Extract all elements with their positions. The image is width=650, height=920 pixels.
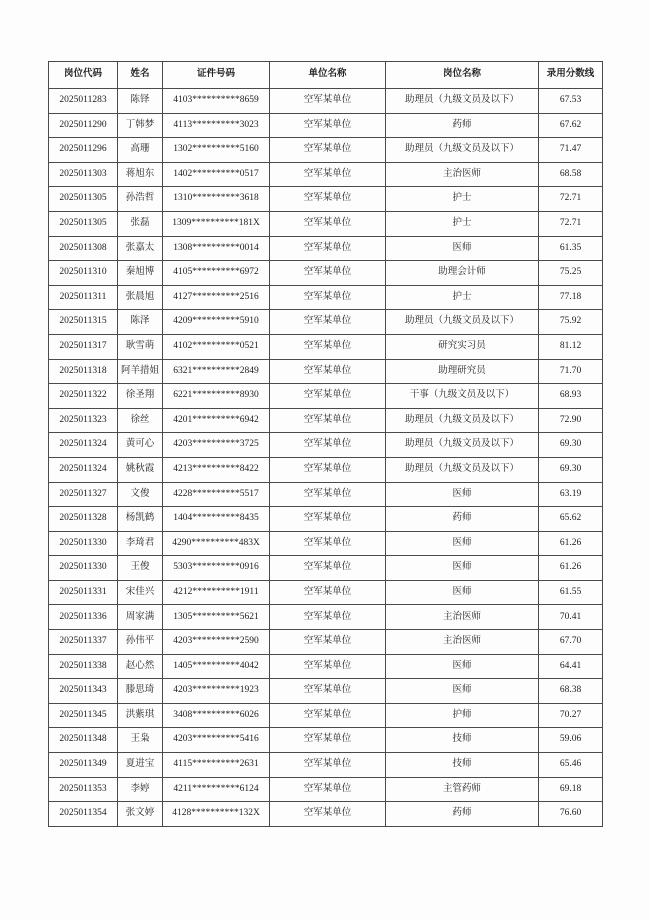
cell-score: 72.90 — [539, 408, 603, 433]
table-body — [49, 89, 603, 827]
cell-id-number: 1405**********4042 — [163, 654, 270, 679]
cell-code: 2025011348 — [49, 728, 118, 753]
cell-id-number: 4201**********6942 — [163, 408, 270, 433]
cell-unit: 空军某单位 — [270, 261, 386, 286]
cell-id-number: 6221**********8930 — [163, 384, 270, 409]
cell-name: 姚秋霞 — [118, 457, 163, 482]
cell-unit: 空军某单位 — [270, 408, 386, 433]
cell-code: 2025011305 — [49, 187, 118, 212]
cell-id-number: 1305**********5621 — [163, 605, 270, 630]
cell-position: 医师 — [386, 482, 539, 507]
cell-id-number: 4203**********1923 — [163, 679, 270, 704]
cell-code: 2025011296 — [49, 138, 118, 163]
table-row — [49, 605, 603, 630]
cell-code: 2025011318 — [49, 359, 118, 384]
cell-score: 69.30 — [539, 457, 603, 482]
cell-name: 洪紫琪 — [118, 703, 163, 728]
cell-id-number: 1308**********0014 — [163, 236, 270, 261]
cell-id-number: 4212**********1911 — [163, 580, 270, 605]
cell-name: 杨凯鹤 — [118, 507, 163, 532]
cell-position: 医师 — [386, 679, 539, 704]
table-row — [49, 654, 603, 679]
cell-name: 赵心然 — [118, 654, 163, 679]
cell-unit: 空军某单位 — [270, 580, 386, 605]
table-row — [49, 113, 603, 138]
header-cell-unit: 单位名称 — [270, 62, 386, 89]
cell-name: 徐圣翔 — [118, 384, 163, 409]
cell-name: 徐丝 — [118, 408, 163, 433]
cell-score: 75.92 — [539, 310, 603, 335]
cell-score: 71.47 — [539, 138, 603, 163]
table-row — [49, 211, 603, 236]
cell-id-number: 4128**********132X — [163, 802, 270, 827]
cell-code: 2025011324 — [49, 457, 118, 482]
cell-unit: 空军某单位 — [270, 753, 386, 778]
cell-unit: 空军某单位 — [270, 507, 386, 532]
cell-unit: 空军某单位 — [270, 285, 386, 310]
cell-score: 65.62 — [539, 507, 603, 532]
cell-name: 孙浩哲 — [118, 187, 163, 212]
cell-score: 67.70 — [539, 630, 603, 655]
cell-name: 丁韩梦 — [118, 113, 163, 138]
cell-score: 61.35 — [539, 236, 603, 261]
cell-name: 孙伟平 — [118, 630, 163, 655]
cell-code: 2025011310 — [49, 261, 118, 286]
cell-id-number: 4127**********2516 — [163, 285, 270, 310]
cell-name: 张晨旭 — [118, 285, 163, 310]
cell-score: 76.60 — [539, 802, 603, 827]
cell-score: 68.58 — [539, 162, 603, 187]
cell-unit: 空军某单位 — [270, 211, 386, 236]
cell-unit: 空军某单位 — [270, 162, 386, 187]
cell-unit: 空军某单位 — [270, 654, 386, 679]
cell-code: 2025011305 — [49, 211, 118, 236]
cell-code: 2025011303 — [49, 162, 118, 187]
cell-position: 技师 — [386, 753, 539, 778]
cell-position: 助理会计师 — [386, 261, 539, 286]
table-row — [49, 162, 603, 187]
table-row — [49, 482, 603, 507]
cell-score: 70.27 — [539, 703, 603, 728]
cell-position: 干事（九级文员及以下） — [386, 384, 539, 409]
cell-code: 2025011311 — [49, 285, 118, 310]
cell-score: 67.53 — [539, 89, 603, 114]
cell-position: 医师 — [386, 556, 539, 581]
cell-code: 2025011323 — [49, 408, 118, 433]
cell-name: 张磊 — [118, 211, 163, 236]
cell-unit: 空军某单位 — [270, 359, 386, 384]
table-row — [49, 580, 603, 605]
cell-score: 69.18 — [539, 777, 603, 802]
cell-code: 2025011353 — [49, 777, 118, 802]
cell-score: 59.06 — [539, 728, 603, 753]
cell-position: 护师 — [386, 703, 539, 728]
cell-code: 2025011349 — [49, 753, 118, 778]
cell-position: 助理员（九级文员及以下） — [386, 89, 539, 114]
cell-name: 王枭 — [118, 728, 163, 753]
cell-code: 2025011354 — [49, 802, 118, 827]
cell-code: 2025011290 — [49, 113, 118, 138]
cell-position: 研究实习员 — [386, 334, 539, 359]
cell-position: 护士 — [386, 187, 539, 212]
cell-name: 文俊 — [118, 482, 163, 507]
cell-unit: 空军某单位 — [270, 89, 386, 114]
cell-code: 2025011345 — [49, 703, 118, 728]
cell-name: 李婷 — [118, 777, 163, 802]
cell-code: 2025011322 — [49, 384, 118, 409]
cell-id-number: 4209**********5910 — [163, 310, 270, 335]
cell-score: 81.12 — [539, 334, 603, 359]
cell-id-number: 4290**********483X — [163, 531, 270, 556]
cell-unit: 空军某单位 — [270, 187, 386, 212]
cell-unit: 空军某单位 — [270, 334, 386, 359]
cell-id-number: 5303**********0916 — [163, 556, 270, 581]
cell-name: 陈铎 — [118, 89, 163, 114]
cell-name: 王俊 — [118, 556, 163, 581]
cell-id-number: 4203**********5416 — [163, 728, 270, 753]
header-cell-score: 录用分数线 — [539, 62, 603, 89]
cell-name: 滕思琦 — [118, 679, 163, 704]
cell-score: 63.19 — [539, 482, 603, 507]
cell-id-number: 1402**********0517 — [163, 162, 270, 187]
table-row — [49, 556, 603, 581]
cell-code: 2025011343 — [49, 679, 118, 704]
cell-unit: 空军某单位 — [270, 728, 386, 753]
cell-code: 2025011315 — [49, 310, 118, 335]
cell-position: 主治医师 — [386, 162, 539, 187]
table-row — [49, 802, 603, 827]
table-row — [49, 728, 603, 753]
cell-code: 2025011328 — [49, 507, 118, 532]
header-row — [49, 62, 603, 89]
cell-position: 主治医师 — [386, 605, 539, 630]
cell-unit: 空军某单位 — [270, 703, 386, 728]
cell-unit: 空军某单位 — [270, 531, 386, 556]
cell-code: 2025011324 — [49, 433, 118, 458]
cell-name: 秦旭博 — [118, 261, 163, 286]
cell-score: 77.18 — [539, 285, 603, 310]
cell-score: 71.70 — [539, 359, 603, 384]
table-row — [49, 630, 603, 655]
cell-position: 助理员（九级文员及以下） — [386, 138, 539, 163]
cell-position: 技师 — [386, 728, 539, 753]
cell-code: 2025011327 — [49, 482, 118, 507]
cell-name: 夏进宝 — [118, 753, 163, 778]
cell-score: 69.30 — [539, 433, 603, 458]
cell-position: 助理研究员 — [386, 359, 539, 384]
table-row — [49, 236, 603, 261]
cell-unit: 空军某单位 — [270, 310, 386, 335]
cell-id-number: 4203**********3725 — [163, 433, 270, 458]
cell-unit: 空军某单位 — [270, 482, 386, 507]
table-row — [49, 359, 603, 384]
cell-id-number: 6321**********2849 — [163, 359, 270, 384]
cell-unit: 空军某单位 — [270, 679, 386, 704]
cell-unit: 空军某单位 — [270, 556, 386, 581]
cell-unit: 空军某单位 — [270, 113, 386, 138]
cell-unit: 空军某单位 — [270, 433, 386, 458]
cell-id-number: 4113**********3023 — [163, 113, 270, 138]
table-row — [49, 310, 603, 335]
cell-code: 2025011283 — [49, 89, 118, 114]
cell-score: 61.55 — [539, 580, 603, 605]
table-row — [49, 285, 603, 310]
table-row — [49, 334, 603, 359]
cell-unit: 空军某单位 — [270, 457, 386, 482]
table-row — [49, 457, 603, 482]
table-row — [49, 777, 603, 802]
cell-code: 2025011331 — [49, 580, 118, 605]
cell-position: 药师 — [386, 507, 539, 532]
cell-id-number: 4211**********6124 — [163, 777, 270, 802]
cell-position: 医师 — [386, 236, 539, 261]
cell-name: 高珊 — [118, 138, 163, 163]
cell-name: 陈泽 — [118, 310, 163, 335]
table-row — [49, 187, 603, 212]
cell-id-number: 1404**********8435 — [163, 507, 270, 532]
cell-unit: 空军某单位 — [270, 605, 386, 630]
cell-name: 李琦君 — [118, 531, 163, 556]
table-row — [49, 384, 603, 409]
cell-name: 周家满 — [118, 605, 163, 630]
table-row — [49, 507, 603, 532]
cell-unit: 空军某单位 — [270, 384, 386, 409]
cell-code: 2025011338 — [49, 654, 118, 679]
cell-position: 药师 — [386, 113, 539, 138]
cell-position: 护士 — [386, 211, 539, 236]
cell-id-number: 1309**********181X — [163, 211, 270, 236]
cell-score: 64.41 — [539, 654, 603, 679]
cell-score: 65.46 — [539, 753, 603, 778]
table-row — [49, 89, 603, 114]
cell-unit: 空军某单位 — [270, 138, 386, 163]
cell-position: 医师 — [386, 654, 539, 679]
cell-id-number: 4102**********0521 — [163, 334, 270, 359]
table-row — [49, 261, 603, 286]
cell-position: 主管药师 — [386, 777, 539, 802]
cell-score: 68.38 — [539, 679, 603, 704]
table-row — [49, 433, 603, 458]
cell-name: 张文婷 — [118, 802, 163, 827]
table-row — [49, 138, 603, 163]
cell-code: 2025011308 — [49, 236, 118, 261]
cell-score: 75.25 — [539, 261, 603, 286]
cell-unit: 空军某单位 — [270, 802, 386, 827]
cell-id-number: 4115**********2631 — [163, 753, 270, 778]
cell-score: 72.71 — [539, 187, 603, 212]
header-cell-position: 岗位名称 — [386, 62, 539, 89]
cell-position: 助理员（九级文员及以下） — [386, 457, 539, 482]
cell-id-number: 1310**********3618 — [163, 187, 270, 212]
cell-score: 68.93 — [539, 384, 603, 409]
cell-code: 2025011330 — [49, 556, 118, 581]
cell-id-number: 4213**********8422 — [163, 457, 270, 482]
cell-position: 助理员（九级文员及以下） — [386, 408, 539, 433]
cell-name: 黄可心 — [118, 433, 163, 458]
cell-score: 72.71 — [539, 211, 603, 236]
cell-unit: 空军某单位 — [270, 630, 386, 655]
cell-score: 70.41 — [539, 605, 603, 630]
cell-code: 2025011317 — [49, 334, 118, 359]
cell-position: 助理员（九级文员及以下） — [386, 433, 539, 458]
table-row — [49, 679, 603, 704]
cell-id-number: 3408**********6026 — [163, 703, 270, 728]
cell-position: 助理员（九级文员及以下） — [386, 310, 539, 335]
cell-code: 2025011337 — [49, 630, 118, 655]
cell-name: 张嘉太 — [118, 236, 163, 261]
cell-id-number: 4203**********2590 — [163, 630, 270, 655]
cell-score: 61.26 — [539, 556, 603, 581]
cell-id-number: 1302**********5160 — [163, 138, 270, 163]
cell-score: 61.26 — [539, 531, 603, 556]
cell-position: 医师 — [386, 580, 539, 605]
cell-position: 医师 — [386, 531, 539, 556]
header-cell-name: 姓名 — [118, 62, 163, 89]
cell-name: 阿羊措姐 — [118, 359, 163, 384]
table-row — [49, 703, 603, 728]
cell-name: 耿雪萌 — [118, 334, 163, 359]
cell-id-number: 4103**********8659 — [163, 89, 270, 114]
cell-unit: 空军某单位 — [270, 236, 386, 261]
cell-name: 蒋旭东 — [118, 162, 163, 187]
recruitment-score-table — [48, 61, 603, 827]
header-cell-id-number: 证件号码 — [163, 62, 270, 89]
cell-code: 2025011330 — [49, 531, 118, 556]
cell-position: 主治医师 — [386, 630, 539, 655]
cell-score: 67.62 — [539, 113, 603, 138]
cell-position: 药师 — [386, 802, 539, 827]
cell-id-number: 4228**********5517 — [163, 482, 270, 507]
cell-unit: 空军某单位 — [270, 777, 386, 802]
table-row — [49, 408, 603, 433]
cell-code: 2025011336 — [49, 605, 118, 630]
cell-id-number: 4105**********6972 — [163, 261, 270, 286]
header-cell-code: 岗位代码 — [49, 62, 118, 89]
table-row — [49, 531, 603, 556]
table-row — [49, 753, 603, 778]
cell-position: 护士 — [386, 285, 539, 310]
cell-name: 宋佳兴 — [118, 580, 163, 605]
